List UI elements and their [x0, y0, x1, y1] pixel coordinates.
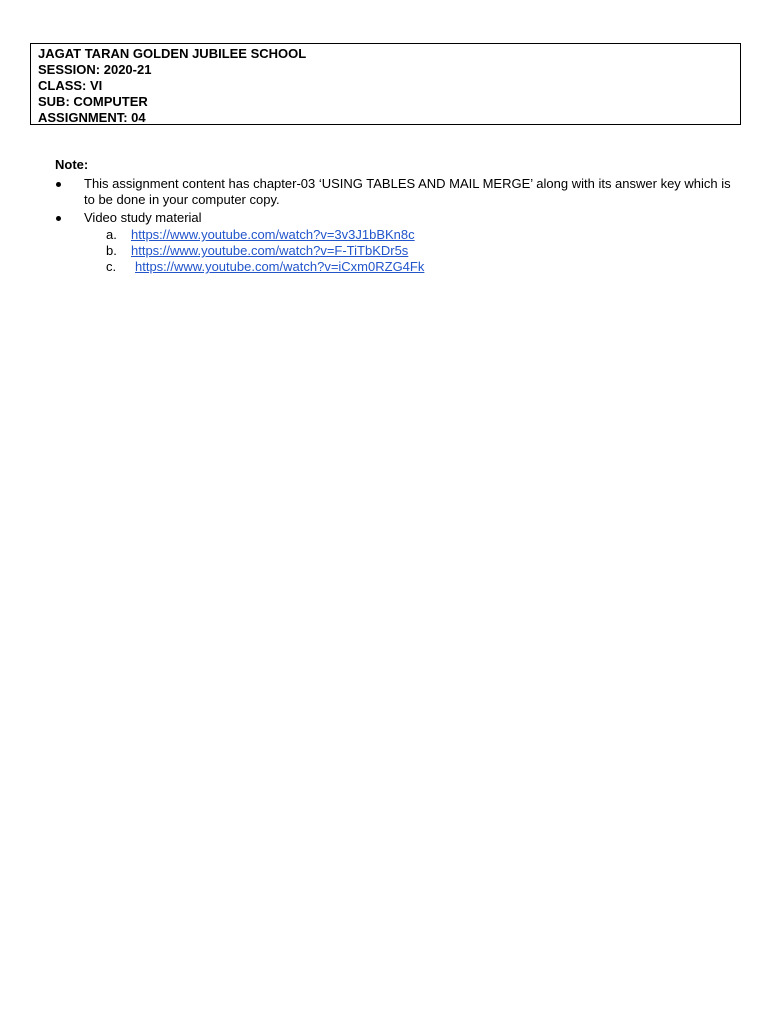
note-item-text: Video study material	[84, 210, 202, 225]
video-links-list	[84, 227, 745, 275]
note-title: Note:	[55, 157, 89, 172]
list-marker: b.	[106, 243, 117, 258]
video-link-c[interactable]: https://www.youtube.com/watch?v=iCxm0RZG4Fk	[135, 259, 425, 274]
header-box	[30, 43, 741, 125]
video-link-item-a	[106, 227, 745, 243]
bullet-icon	[56, 216, 61, 221]
video-link-item-b	[106, 243, 745, 259]
note-section	[55, 157, 745, 277]
video-link-item-c	[106, 259, 745, 275]
list-marker: c.	[106, 259, 117, 274]
class-line: CLASS: VI	[38, 78, 103, 93]
note-item-text: This assignment content has chapter-03 ‘USING TABLES AND MAIL MERGE’ along with its answer key which is to be done in your computer copy.	[84, 176, 731, 207]
school-name: JAGAT TARAN GOLDEN JUBILEE SCHOOL	[38, 46, 307, 61]
bullet-icon	[56, 182, 61, 187]
note-item-assignment-content	[55, 176, 745, 208]
session-line: SESSION: 2020-21	[38, 62, 152, 77]
assignment-line: ASSIGNMENT: 04	[38, 110, 146, 125]
subject-line: SUB: COMPUTER	[38, 94, 148, 109]
note-item-video-material	[55, 210, 745, 275]
video-link-b[interactable]: https://www.youtube.com/watch?v=F-TiTbKDr5s	[131, 243, 409, 258]
list-marker: a.	[106, 227, 117, 242]
video-link-a[interactable]: https://www.youtube.com/watch?v=3v3J1bBKn8c	[131, 227, 415, 242]
